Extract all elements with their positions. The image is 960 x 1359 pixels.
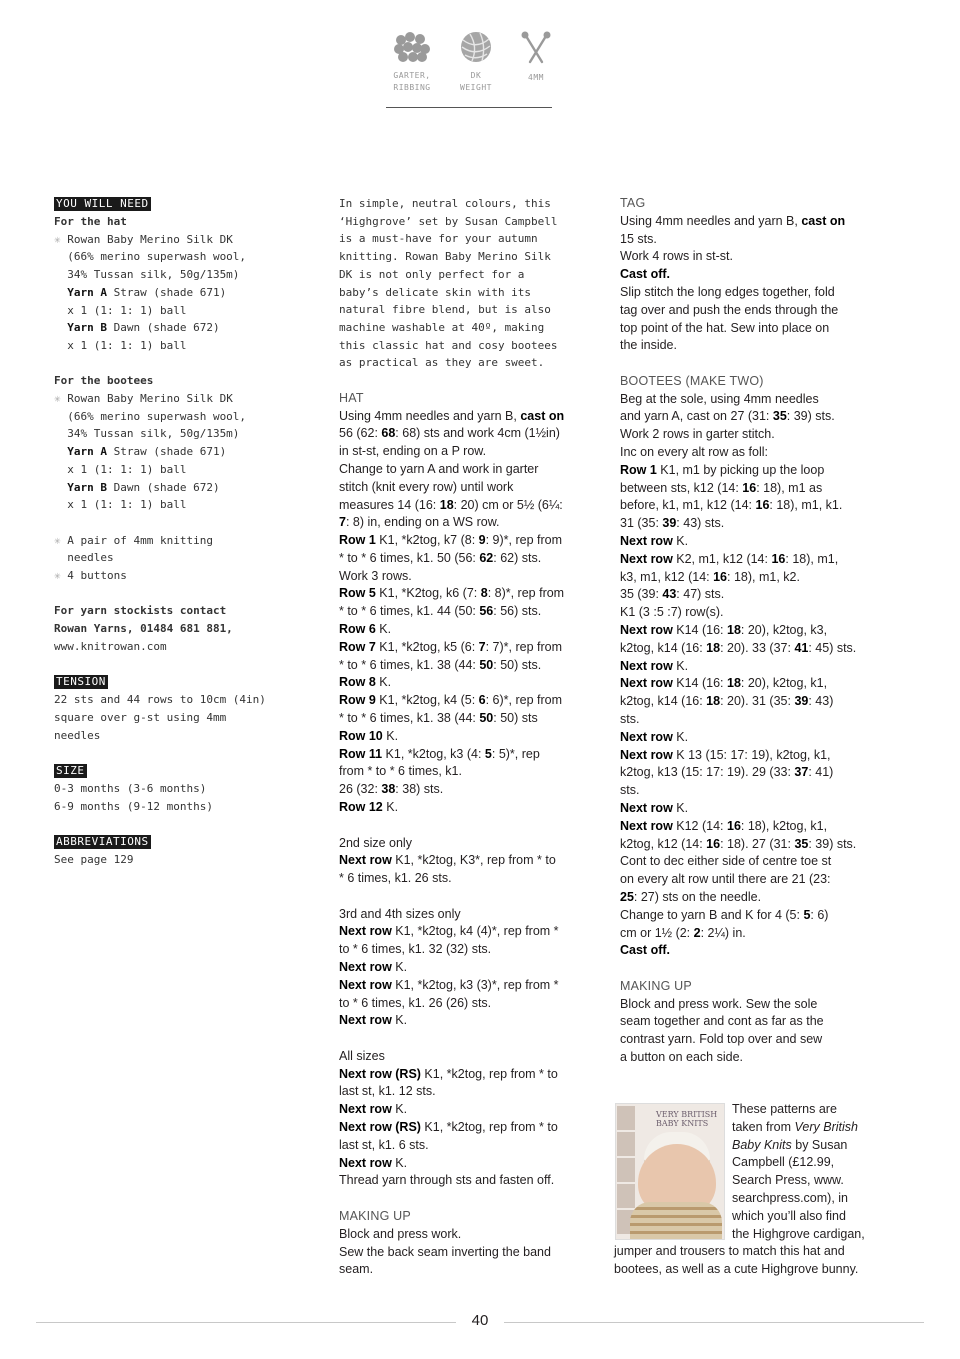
intro-line: as practical as they are sweet. [339,356,545,370]
book-caption [732,1101,892,1243]
spacer [54,815,314,833]
section-heading [54,762,314,780]
instruction-line: 15 sts. [620,231,657,246]
materials-line: For the bootees [54,374,154,388]
section-heading: BOOTEES (MAKE TWO) [620,373,764,388]
instruction-line: Change to yarn B and K for 4 (5: 5: 6) [620,907,829,922]
materials-line [54,390,314,408]
instruction-line: k2tog, k12 (14: 16: 18). 27 (31: 35: 39) sts. [620,836,857,851]
materials-line [54,443,314,461]
yarn-label: Yarn A [67,285,107,299]
instruction-line: Change to yarn A and work in garter [339,461,539,476]
yarn-shade: Dawn (shade 672) [107,321,220,335]
hat-instructions-column [339,195,597,1279]
asterisk-bullet-icon: ✳ [54,533,68,547]
page-number: 40 [471,1312,489,1329]
materials-column [54,195,314,869]
section-heading [54,195,314,213]
instruction-line: tag over and push the ends through the [620,302,839,317]
instruction-line: 56 (62: 68: 68) sts and work 4cm (1½in) [339,426,560,441]
instruction-line: Block and press work. Sew the sole [620,996,818,1011]
intro-line: knitting. Rowan Baby Merino Silk [339,250,551,264]
instruction-line: Next row K1, *k2tog, k3 (3)*, rep from * [339,977,559,992]
instruction-line: last st, k1. 12 sts. [339,1084,436,1099]
spacer [339,817,597,835]
header-divider [386,107,552,108]
materials-line: square over g-st using 4mm [54,710,227,724]
instruction-line: 31 (35: 39: 43) sts. [620,516,725,531]
materials-line: www.knitrowan.com [54,639,167,653]
book-cover-title: VERY BRITISH BABY KNITS [656,1110,718,1128]
materials-item: A pair of 4mm knitting [67,533,213,547]
materials-item: 4 buttons [67,569,127,583]
instruction-line: stitch (knit every row) until work [339,479,514,494]
intro-paragraph [339,195,597,372]
instruction-line: sts. [620,783,640,798]
intro-line: this classic hat and cosy bootees [339,338,558,352]
instruction-line: 35 (39: 43: 47) sts. [620,587,725,602]
instruction-line: 3rd and 4th sizes only [339,906,461,921]
intro-line: baby’s delicate skin with its [339,285,532,299]
instruction-line: Row 11 K1, *k2tog, k3 (4: 5: 5)*, rep [339,746,540,761]
caption-line: Baby Knits by Susan [732,1137,848,1152]
materials-line [54,284,314,302]
materials-item: Rowan Baby Merino Silk DK [67,392,233,406]
materials-item: Rowan Baby Merino Silk DK [67,232,233,246]
instruction-line: Next row K 13 (15: 17: 19), k2tog, k1, [620,747,831,762]
instruction-line: to * 6 times, k1. 26 (26) sts. [339,995,492,1010]
needle-size-info [508,30,564,83]
instruction-line: Next row K14 (16: 18: 20), k2tog, k1, [620,676,828,691]
instruction-line: on every alt row until there are 21 (23: [620,872,831,887]
instruction-line: top point of the hat. Sew into place on [620,320,830,335]
instruction-line: Inc on every alt row as foll: [620,445,768,460]
instruction-line: Next row K2, m1, k12 (14: 16: 18), m1, [620,551,839,566]
icon-label: WEIGHT [460,83,492,92]
instruction-line: 25: 27) sts on the needle. [620,889,762,904]
intro-line: natural fibre blend, but is also [339,303,551,317]
materials-line [54,319,314,337]
indent [54,286,67,299]
instruction-line: Next row K1, *k2tog, K3*, rep from * to [339,853,556,868]
instruction-line: Sew the back seam inverting the band [339,1244,551,1259]
materials-line: 34% Tussan silk, 50g/135m) [54,268,240,282]
instruction-line: k2tog, k14 (16: 18: 20). 31 (35: 39: 43) [620,694,834,709]
instruction-line: from * to * 6 times, k1. [339,764,462,779]
materials-line: x 1 (1: 1: 1) ball [54,498,187,512]
instruction-line: Using 4mm needles and yarn B, cast on [339,408,565,423]
caption-line: jumper and trousers to match this hat and [614,1244,845,1258]
instruction-line: * to * 6 times, k1. 38 (44: 50: 50) sts [339,711,538,726]
instruction-line: Row 7 K1, *k2tog, k5 (6: 7: 7)*, rep from [339,639,563,654]
intro-line: ‘Highgrove’ set by Susan Campbell [339,214,558,228]
spacer [339,888,597,906]
caption-line: bootees, as well as a cute Highgrove bunny. [614,1261,859,1276]
instruction-line: seam together and cont as far as the [620,1014,824,1029]
materials-line: needles [54,551,114,565]
icon-label: GARTER, [393,71,431,80]
spacer [620,355,882,373]
instruction-line: K1 (3 :5 :7) row(s). [620,605,724,620]
instruction-line: Using 4mm needles and yarn B, cast on [620,213,846,228]
instruction-line: in st-st, ending on a P row. [339,444,487,459]
yarn-skein-icon [392,30,432,64]
section-heading-label: SIZE [56,764,85,778]
intro-line: In simple, neutral colours, this [339,197,551,210]
section-heading-label: YOU WILL NEED [56,197,149,210]
footer-rule-right [504,1322,924,1323]
intro-line: is a must-have for your autumn [339,232,538,246]
asterisk-bullet-icon: ✳ [54,392,68,406]
instruction-line: Row 10 K. [339,728,399,743]
tag-bootees-pattern [620,195,882,1067]
intro-line: machine washable at 40º, making [339,320,545,334]
instruction-line: Row 6 K. [339,622,392,637]
footer-rule-left [36,1322,456,1323]
spacer [339,1030,597,1048]
tag-bootees-column [620,195,882,1067]
asterisk-bullet-icon: ✳ [54,569,68,583]
yarn-label: Yarn B [67,480,107,494]
instruction-line: Cont to dec either side of centre toe st [620,854,832,869]
instruction-line: cm or 1½ (2: 2: 2¼) in. [620,925,746,940]
instruction-line: Next row K. [620,534,689,549]
materials-line: For yarn stockists contact [54,604,227,618]
instruction-line: * 6 times, k1. 26 sts. [339,871,452,886]
instruction-line: Row 8 K. [339,675,392,690]
instruction-line: * to * 6 times, k1. 38 (44: 50: 50) sts. [339,657,542,672]
instruction-line: Work 2 rows in garter stitch. [620,427,775,442]
instruction-line: Next row K. [339,1013,408,1028]
materials-line [54,479,314,497]
asterisk-bullet-icon: ✳ [54,232,68,246]
instruction-line: Cast off. [620,267,670,282]
section-heading: MAKING UP [339,1208,411,1223]
instruction-line: Next row K1, *k2tog, k4 (4)*, rep from * [339,924,559,939]
instruction-line: Block and press work. [339,1226,462,1241]
materials-line [54,567,314,585]
instruction-line: to * 6 times, k1. 32 (32) sts. [339,942,492,957]
spacer [54,585,314,603]
caption-line: which you’ll also find [732,1208,846,1223]
instruction-line: Next row K. [339,1155,408,1170]
instruction-line: contrast yarn. Fold top over and sew [620,1032,823,1047]
materials-line: needles [54,728,101,742]
materials-line: 34% Tussan silk, 50g/135m) [54,427,240,441]
instruction-line: Work 3 rows. [339,568,412,583]
spacer [54,355,314,373]
instruction-line: 2nd size only [339,835,412,850]
instruction-line: Thread yarn through sts and fasten off. [339,1173,555,1188]
icon-label: DK [470,71,482,80]
materials-line: (66% merino superwash wool, [54,250,247,264]
dk-weight-info [448,30,504,93]
intro-line: DK is not only perfect for a [339,267,525,281]
icon-label: 4MM [528,73,544,82]
instruction-line: sts. [620,712,640,726]
instruction-line: Next row K. [620,800,689,815]
materials-line [54,532,314,550]
section-heading [54,833,314,851]
caption-line: Search Press, www. [732,1173,844,1188]
instruction-line: Next row (RS) K1, *k2tog, rep from * to [339,1120,558,1135]
yarn-label: Yarn B [67,321,107,335]
section-heading: MAKING UP [620,978,692,993]
instruction-line: k2tog, k13 (15: 17: 19). 29 (33: 37: 41) [620,765,834,780]
indent [54,481,67,494]
pattern-info-icons [384,30,554,110]
indent [54,445,67,458]
instruction-line: Cast off. [620,943,670,958]
spacer [54,744,314,762]
instruction-line: k3, m1, k12 (14: 16: 18), m1, k2. [620,569,800,584]
materials-line [54,231,314,249]
spacer [339,1190,597,1208]
icon-label: RIBBING [393,83,431,92]
instruction-line: Next row K14 (16: 18: 20), k2tog, k3, [620,623,828,638]
materials-line: For the hat [54,215,127,228]
caption-line: searchpress.com), in [732,1190,849,1205]
yarn-shade: Dawn (shade 672) [107,480,220,494]
caption-line: These patterns are [732,1102,837,1116]
instruction-line: Row 1 K1, m1 by picking up the loop [620,462,825,477]
caption-line: the Highgrove cardigan, [732,1226,865,1241]
materials-line: 22 sts and 44 rows to 10cm (4in) [54,693,266,707]
spacer [54,656,314,674]
materials-line: x 1 (1: 1: 1) ball [54,338,187,352]
instruction-line: * to * 6 times, k1. 50 (56: 62: 62) sts. [339,550,542,565]
instruction-line: Next row K. [339,960,408,974]
section-heading: HAT [339,390,364,405]
spacer [54,514,314,532]
instruction-line: Work 4 rows in st-st. [620,249,733,264]
book-caption-continued [614,1243,894,1279]
section-heading-label: ABBREVIATIONS [56,835,149,849]
instruction-line: last st, k1. 6 sts. [339,1137,429,1152]
section-heading-label: TENSION [56,675,106,689]
instruction-line: Row 9 K1, *k2tog, k4 (5: 6: 6)*, rep from [339,693,563,708]
instruction-line: k2tog, k14 (16: 18: 20). 33 (37: 41: 45) sts. [620,640,857,655]
caption-line: Campbell (£12.99, [732,1155,835,1170]
instruction-line: * to * 6 times, k1. 44 (50: 56: 56) sts. [339,604,542,619]
materials-line: 6-9 months (9-12 months) [54,799,213,813]
indent [54,321,67,334]
instruction-line: Next row K. [339,1102,408,1117]
instruction-line: and yarn A, cast on 27 (31: 35: 39) sts. [620,409,835,424]
section-heading [54,673,314,691]
garter-ribbing-info [384,30,440,93]
materials-line: Rowan Yarns, 01484 681 881, [54,622,233,636]
instruction-line: between sts, k12 (14: 16: 18), m1 as [620,480,823,495]
instruction-line: 7: 8) in, ending on a WS row. [339,515,500,530]
instruction-line: Beg at the sole, using 4mm needles [620,391,819,406]
instruction-line: the inside. [620,338,677,353]
instruction-line: before, k1, m1, k12 (14: 16: 18), m1, k1. [620,498,843,513]
yarn-ball-icon [458,30,494,64]
instruction-line: Slip stitch the long edges together, fold [620,284,835,299]
yarn-label: Yarn A [67,445,107,459]
caption-line: taken from Very British [732,1119,858,1134]
yarn-shade: Straw (shade 671) [107,285,227,299]
instruction-line: seam. [339,1262,374,1277]
instruction-line: Next row K12 (14: 16: 18), k2tog, k1, [620,818,828,833]
knitting-needles-icon [518,30,554,66]
materials-line: 0-3 months (3-6 months) [54,782,207,796]
instruction-line: 26 (32: 38: 38) sts. [339,782,444,797]
instruction-line: Next row K. [620,729,689,744]
materials-line: (66% merino superwash wool, [54,409,247,423]
yarn-shade: Straw (shade 671) [107,445,227,459]
materials-line: x 1 (1: 1: 1) ball [54,462,187,476]
book-cover-image [615,1103,725,1240]
instruction-line: Next row (RS) K1, *k2tog, rep from * to [339,1066,558,1081]
materials-line: See page 129 [54,853,134,867]
instruction-line: Next row K. [620,658,689,673]
instruction-line: All sizes [339,1048,385,1063]
instruction-line: Row 12 K. [339,800,399,815]
instruction-line: measures 14 (16: 18: 20) cm or 5½ (6¼: [339,497,563,512]
spacer [620,960,882,978]
instruction-line: Row 5 K1, *K2tog, k6 (7: 8: 8)*, rep from [339,586,565,601]
instruction-line: Row 1 K1, *k2tog, k7 (8: 9: 9)*, rep from [339,533,563,548]
instruction-line: a button on each side. [620,1050,744,1065]
section-heading: TAG [620,196,646,210]
hat-pattern [339,390,597,1279]
materials-line: x 1 (1: 1: 1) ball [54,303,187,317]
